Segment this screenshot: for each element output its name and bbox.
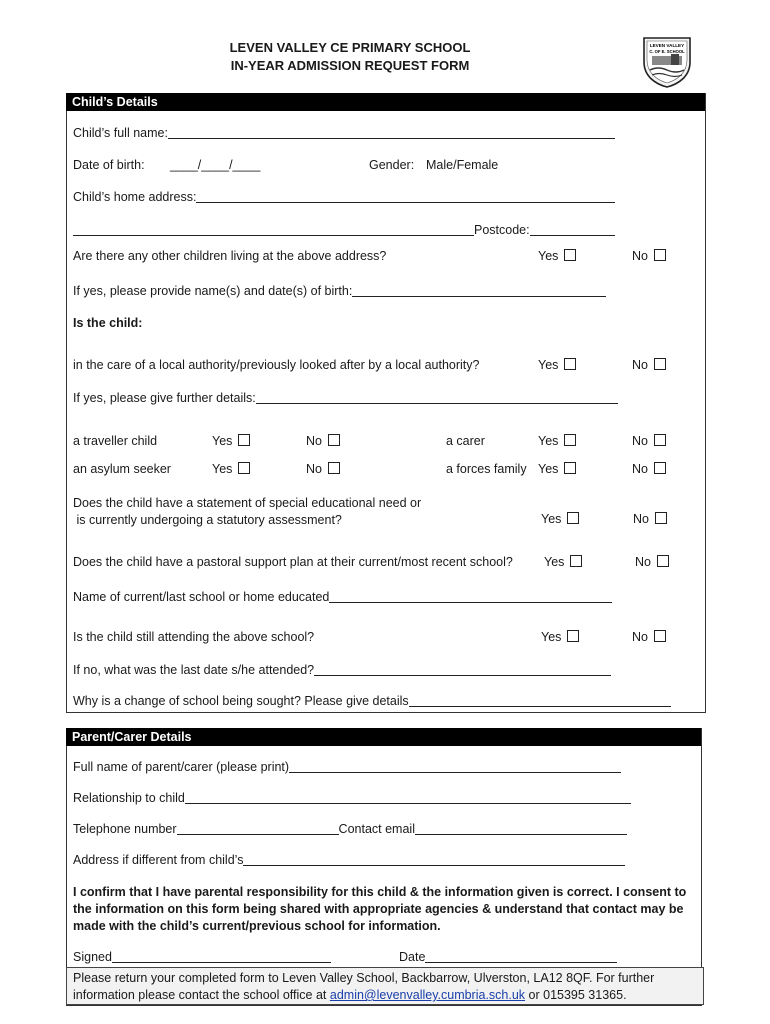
other-children-no: No	[632, 249, 666, 263]
sibling-details-field[interactable]	[352, 284, 606, 297]
checkbox-carer-yes[interactable]	[564, 434, 576, 446]
footer-line2: information please contact the school office at	[73, 988, 330, 1002]
telephone-field[interactable]	[177, 822, 339, 835]
school-name: LEVEN VALLEY CE PRIMARY SCHOOL	[229, 40, 471, 55]
child-full-name-field[interactable]	[168, 126, 615, 139]
form-title: IN-YEAR ADMISSION REQUEST FORM	[230, 58, 470, 73]
gender-options[interactable]: Male/Female	[426, 158, 499, 172]
checkbox-carer-no[interactable]	[654, 434, 666, 446]
home-address-label: Child’s home address:	[73, 190, 197, 204]
signed-label: Signed	[73, 950, 112, 964]
parent-address-field[interactable]	[243, 853, 625, 866]
still-attending-yes: Yes	[541, 630, 579, 644]
care-details-label: If yes, please give further details:	[73, 391, 256, 405]
traveller-no: No	[306, 434, 340, 448]
dob-label: Date of birth:	[73, 158, 145, 172]
forces-label: a forces family	[446, 462, 527, 476]
traveller-yes: Yes	[212, 434, 250, 448]
checkbox-pastoral-no[interactable]	[657, 555, 669, 567]
checkbox-still-attending-yes[interactable]	[567, 630, 579, 642]
still-attending-no: No	[632, 630, 666, 644]
asylum-yes: Yes	[212, 462, 250, 476]
postcode-field[interactable]	[530, 223, 615, 236]
why-change-label: Why is a change of school being sought? Please give details	[73, 694, 409, 708]
parent-address-label: Address if different from child’s	[73, 853, 244, 867]
is-child-heading: Is the child:	[73, 316, 143, 330]
footer-note	[66, 967, 704, 1005]
contact-email-label: Contact email	[338, 822, 415, 836]
child-details-heading: Child’s Details	[66, 93, 705, 111]
footer-phone: or 015395 31365.	[525, 988, 627, 1002]
care-details-field[interactable]	[256, 391, 618, 404]
pastoral-question: Does the child have a pastoral support plan at their current/most recent school?	[73, 555, 513, 569]
carer-no: No	[632, 434, 666, 448]
svg-text:LEVEN VALLEY: LEVEN VALLEY	[649, 43, 685, 48]
still-attending-question: Is the child still attending the above school?	[73, 630, 315, 644]
parent-name-field[interactable]	[289, 760, 621, 773]
parent-name-label: Full name of parent/carer (please print)	[73, 760, 290, 774]
parent-details-heading: Parent/Carer Details	[66, 728, 701, 746]
checkbox-other-children-no[interactable]	[654, 249, 666, 261]
asylum-label: an asylum seeker	[73, 462, 171, 476]
checkbox-forces-no[interactable]	[654, 462, 666, 474]
checkbox-asylum-no[interactable]	[328, 462, 340, 474]
checkbox-forces-yes[interactable]	[564, 462, 576, 474]
care-yes: Yes	[538, 358, 576, 372]
other-children-yes: Yes	[538, 249, 576, 263]
asylum-no: No	[306, 462, 340, 476]
relationship-label: Relationship to child	[73, 791, 185, 805]
confirmation-statement: I confirm that I have parental responsibility for this child & the information given is correct. I consent to the information on this form being shared with appropriate agencies & understand that contact may be made with the child’s current/previous school for information.	[73, 885, 687, 933]
footer-line1: Please return your completed form to Leven Valley School, Backbarrow, Ulverston, LA12 8QF. For further	[73, 971, 655, 985]
school-crest-logo	[641, 36, 693, 88]
sen-question-line1: Does the child have a statement of special educational need or	[73, 496, 422, 510]
child-full-name-label: Child’s full name:	[73, 126, 168, 140]
school-name-field[interactable]	[329, 590, 612, 603]
checkbox-pastoral-yes[interactable]	[570, 555, 582, 567]
sen-no: No	[633, 512, 667, 526]
sen-yes: Yes	[541, 512, 579, 526]
last-date-label: If no, what was the last date s/he attended?	[73, 663, 315, 677]
home-address-line2-field[interactable]	[73, 223, 474, 236]
checkbox-care-yes[interactable]	[564, 358, 576, 370]
telephone-label: Telephone number	[73, 822, 177, 836]
postcode-label: Postcode:	[474, 223, 530, 237]
signature-field[interactable]	[112, 950, 331, 963]
checkbox-asylum-yes[interactable]	[238, 462, 250, 474]
contact-email-field[interactable]	[415, 822, 627, 835]
checkbox-other-children-yes[interactable]	[564, 249, 576, 261]
relationship-field[interactable]	[185, 791, 631, 804]
sibling-details-label: If yes, please provide name(s) and date(s) of birth:	[73, 284, 353, 298]
date-label: Date	[399, 950, 426, 964]
pastoral-no: No	[635, 555, 669, 569]
sen-question-line2: is currently undergoing a statutory assessment?	[73, 513, 342, 527]
other-children-question: Are there any other children living at the above address?	[73, 249, 387, 263]
dob-field[interactable]: ____/____/____	[170, 158, 261, 172]
traveller-label: a traveller child	[73, 434, 158, 448]
checkbox-sen-yes[interactable]	[567, 512, 579, 524]
carer-label: a carer	[446, 434, 485, 448]
checkbox-sen-no[interactable]	[655, 512, 667, 524]
why-change-field[interactable]	[409, 694, 671, 707]
school-email-link[interactable]: admin@levenvalley.cumbria.sch.uk	[329, 988, 526, 1002]
date-field[interactable]	[425, 950, 617, 963]
carer-yes: Yes	[538, 434, 576, 448]
svg-text:C. OF E. SCHOOL: C. OF E. SCHOOL	[649, 49, 685, 54]
forces-yes: Yes	[538, 462, 576, 476]
care-no: No	[632, 358, 666, 372]
checkbox-still-attending-no[interactable]	[654, 630, 666, 642]
last-date-field[interactable]	[314, 663, 611, 676]
care-question: in the care of a local authority/previously looked after by a local authority?	[73, 358, 480, 372]
checkbox-traveller-yes[interactable]	[238, 434, 250, 446]
school-name-label: Name of current/last school or home educated	[73, 590, 330, 604]
gender-label: Gender:	[369, 158, 415, 172]
pastoral-yes: Yes	[544, 555, 582, 569]
checkbox-traveller-no[interactable]	[328, 434, 340, 446]
home-address-field[interactable]	[196, 190, 615, 203]
forces-no: No	[632, 462, 666, 476]
checkbox-care-no[interactable]	[654, 358, 666, 370]
